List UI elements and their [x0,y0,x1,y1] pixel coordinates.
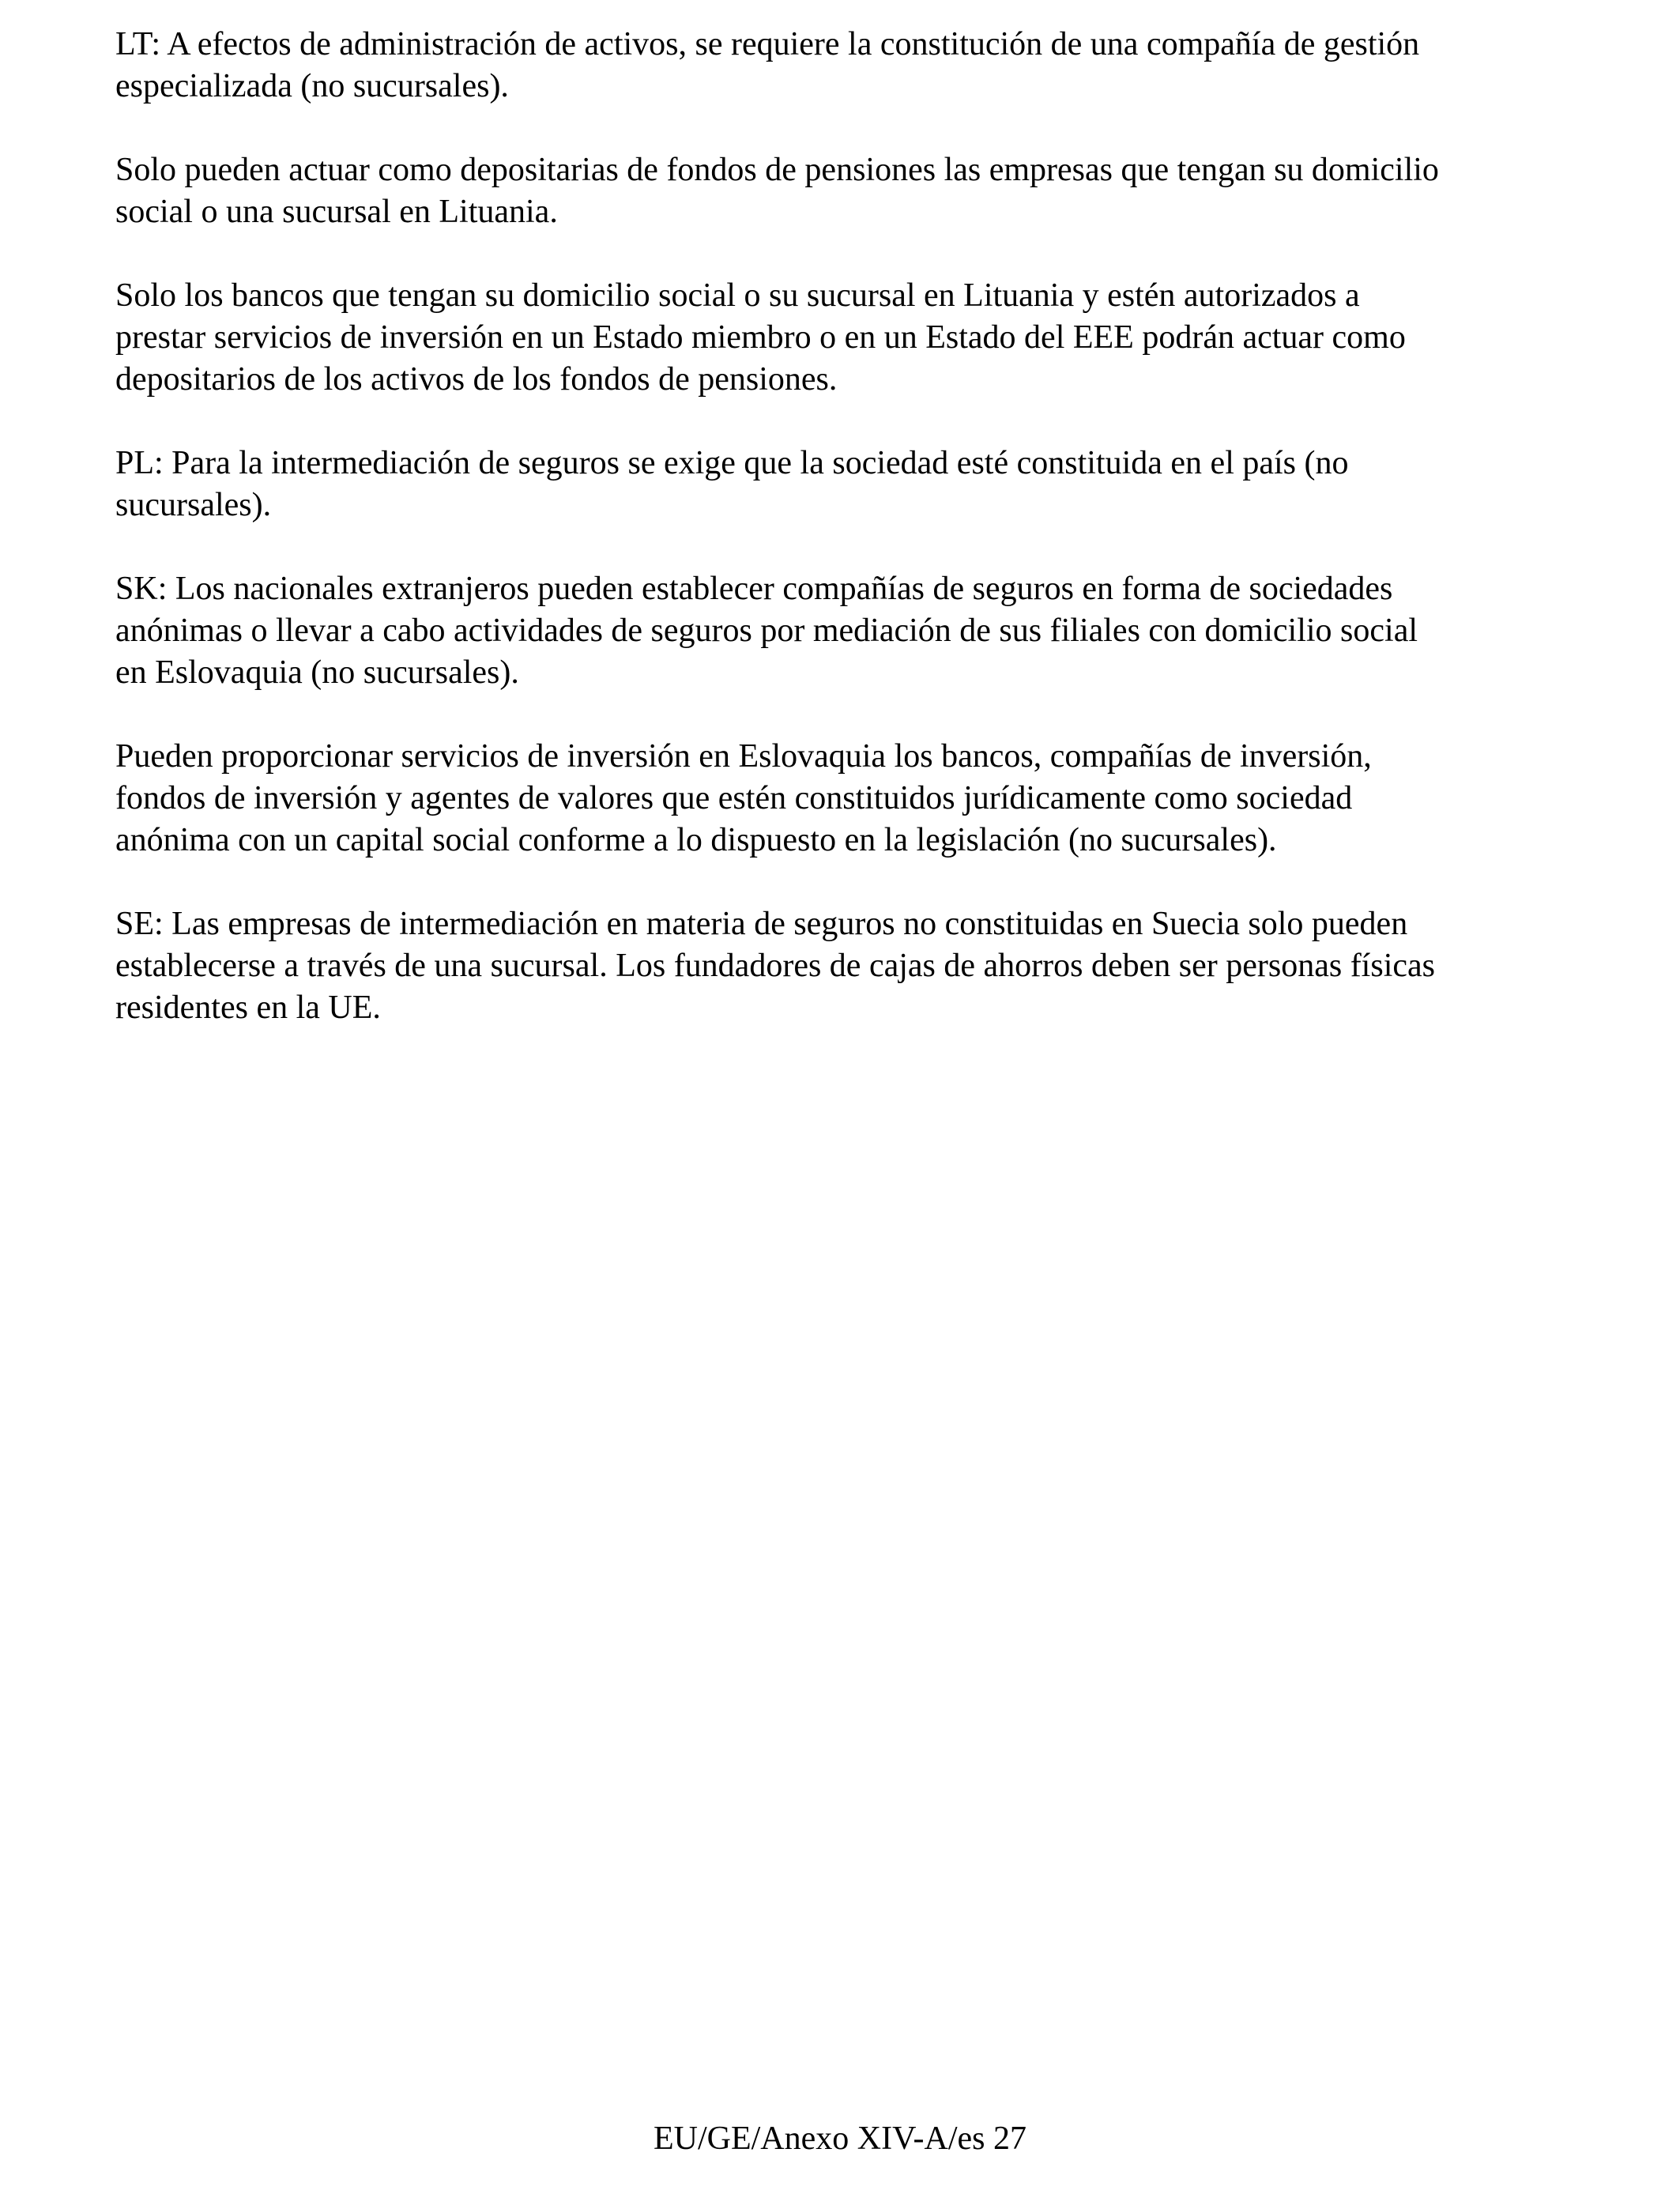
paragraph-lt-asset-management: LT: A efectos de administración de activos, se requiere la constitución de una compañía de gestión especializada (no sucursales). [115,26,1420,104]
page-footer: EU/GE/Anexo XIV-A/es 27 [653,2120,1027,2157]
paragraph-lt-banks-depositaries: Solo los bancos que tengan su domicilio social o su sucursal en Lituania y estén autorizados a prestar servicios de inversión en un Estado miembro o en un Estado del EEE podrán actuar como depositarios de los activos de los fondos de pensiones. [115,277,1406,398]
paragraph-pl-insurance-intermediation: PL: Para la intermediación de seguros se exige que la sociedad esté constituida en el país (no sucursales). [115,445,1349,523]
paragraph-lt-pension-depositaries: Solo pueden actuar como depositarias de fondos de pensiones las empresas que tengan su domicilio social o una sucursal en Lituania. [115,152,1439,230]
paragraph-sk-investment-services: Pueden proporcionar servicios de inversión en Eslovaquia los bancos, compañías de inversión, fondos de inversión y agentes de valores que estén constituidos jurídicamente como sociedad anónima con un capital social conforme a lo dispuesto en la legislación (no sucursales). [115,738,1372,858]
paragraph-sk-insurance-companies: SK: Los nacionales extranjeros pueden establecer compañías de seguros en forma de sociedades anónimas o llevar a cabo actividades de seguros por mediación de sus filiales con domicilio social en Eslovaquia (no sucursales). [115,571,1418,691]
document-body [115,24,1585,1071]
paragraph-se-insurance-intermediation: SE: Las empresas de intermediación en materia de seguros no constituidas en Suecia solo pueden establecerse a través de una sucursal. Los fundadores de cajas de ahorros deben ser personas físicas residentes en la UE. [115,906,1435,1026]
